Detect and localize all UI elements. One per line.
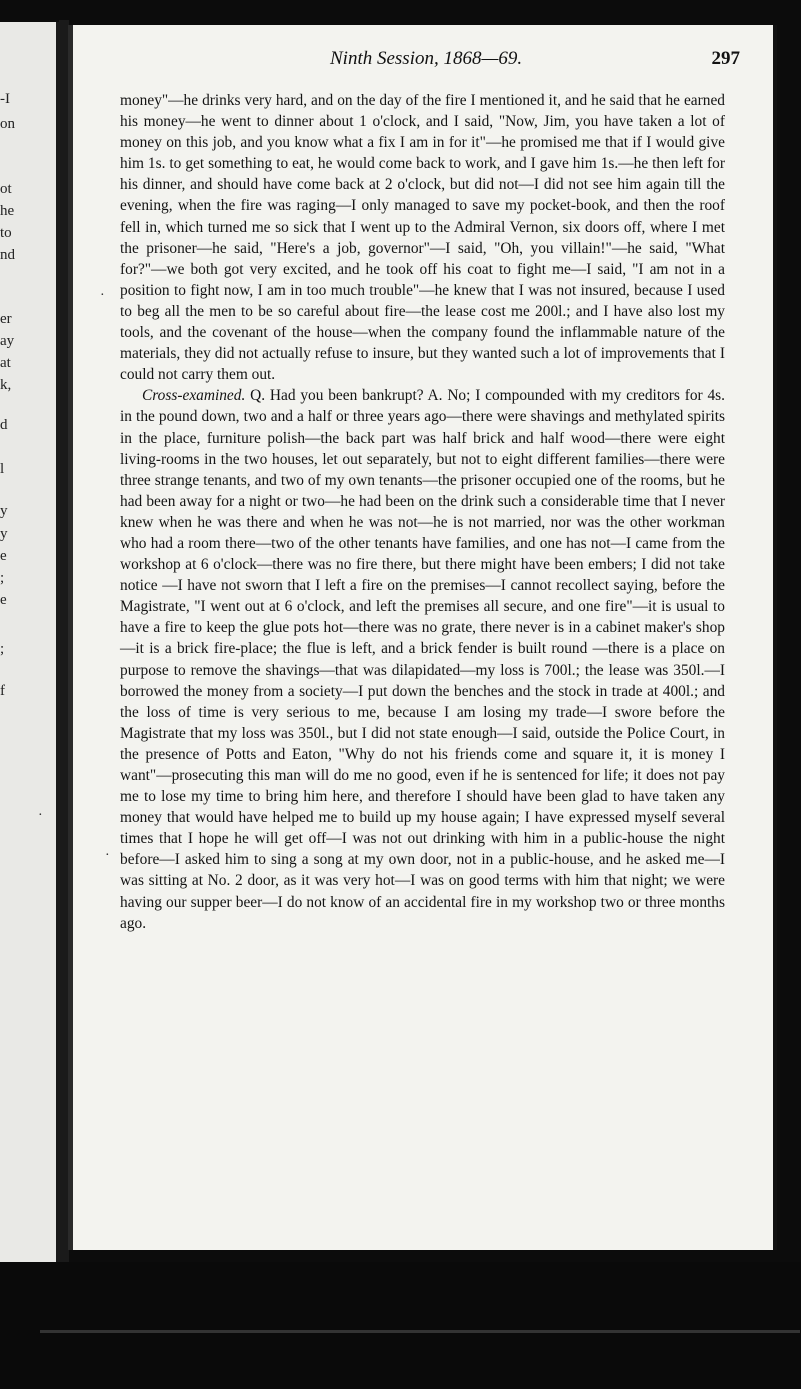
- left-fragment: to: [0, 225, 12, 241]
- margin-dot: ·: [38, 808, 43, 823]
- margin-dot: ·: [100, 288, 105, 303]
- left-fragment: on: [0, 116, 15, 132]
- left-fragment: -I: [0, 91, 10, 107]
- left-fragment: k,: [0, 377, 12, 393]
- margin-dot: ·: [105, 848, 110, 863]
- scanner-edge: [40, 1330, 800, 1333]
- left-fragment: er: [0, 311, 12, 327]
- page-number: 297: [711, 48, 740, 69]
- left-fragment: y: [0, 503, 8, 519]
- left-fragment: e: [0, 548, 7, 564]
- scanner-bed: [0, 1262, 801, 1389]
- left-fragment: y: [0, 526, 8, 542]
- paragraph: [120, 90, 725, 385]
- running-title: Ninth Session, 1868—69.: [330, 48, 523, 69]
- paragraph-text: Q. Had you been bankrupt? A. No; I compounded with my creditors for 4s. in the pound down, two and a half or three years ago—there were shavings and methylated spirits in the place, furniture polish—the back part was half brick and half wood—there were eight living-rooms in the two houses, let out separately, but not to eight different families—there were three strange tenants, and two of my own tenants—the prisoner occupied one of the rooms, but he had been away for a night or two—he had been on the drink such a considerable time that I never knew when he was there and when he was not—he is not married, nor was the other workman who had a room there—two of the other tenants have families, and one has not—I came from the workshop at 6 o'clock—there was no fire there, but there might have been embers; I did not take notice —I have not sworn that I left a fire on the premises—I cannot recollect saying, before the Magistrate, "I went out at 6 o'clock, and left the premises all secure, and one fire"—it is usual to have a fire to keep the glue pots hot—there was no grate, there never is in a cabinet maker's shop —it is a brick fire-place; the flue is left, and a brick fender is built round —there is a place on purpose to remove the shavings—that was dilapidated—my loss is 700l.; the lease was 350l.—I borrowed the money from a society—I put down the benches and the stock in trade at 400l.; and the loss of time is very serious to me, because I am losing my trade—I swore before the Magistrate that my loss was 350l., but I did not state enough—I said, outside the Police Court, in the presence of Potts and Eaton, "Why do not his friends come and square it, it is money I want"—prosecuting this man will do me no good, even if he is sentenced for life; it does not pay me to lose my time to bring him here, and therefore I should have been glad to have taken any money that would have helped me to build up my house again; I have expressed myself several times that I hope he will get off—I was not out drinking with him in a public-house the night before—I asked him to sing a song at my own door, not in a public-house, and he asked me—I was sitting at No. 2 door, as it was very hot—I was on good terms with him that night; we were having our supper beer—I do not know of an accidental fire in my workshop two or three months ago.: [120, 387, 725, 932]
- left-fragment: ;: [0, 570, 5, 586]
- left-fragment: nd: [0, 247, 15, 263]
- paragraph: [120, 385, 725, 933]
- left-fragment: d: [0, 417, 8, 433]
- left-fragment: f: [0, 683, 5, 699]
- paragraph-text: money"—he drinks very hard, and on the day of the fire I mentioned it, and he said that he earned his money—he went to dinner about 1 o'clock, and I said, "Now, Jim, you have taken a lot of money on this job, and you know what a fix I am in for it"—he promised me that if I would give him 1s. to get something to eat, he would come back to work, and I gave him 1s.—he then left for his dinner, and should have come back at 2 o'clock, but did not—I did not see him again till the evening, when the fire was raging—I only managed to save my pocket-book, and then the roof fell in, which turned me so sick that I went up to the Admiral Vernon, six doors off, where I met the prisoner—he said, "Here's a job, governor"—I said, "Oh, you villain!"—he said, "What for?"—we both got very excited, and he took off his coat to fight me—I said, "I am not in a position to fight now, I am in too much trouble"—he knew that I was not insured, because I used to beg all the men to be so careful about fire—the lease cost me 200l.; and I have also lost my tools, and the covenant of the house—when the company found the inflammable nature of the materials, they did not actually refuse to insure, but they wanted such a lot of improvements that I could not carry them out.: [120, 92, 725, 384]
- left-page-edge: [0, 22, 59, 1262]
- left-fragment: he: [0, 203, 15, 219]
- left-fragment: ay: [0, 333, 15, 349]
- left-fragment: at: [0, 355, 11, 371]
- left-fragment: l: [0, 461, 5, 477]
- left-fragment: e: [0, 592, 7, 608]
- page-header: [120, 46, 740, 74]
- speaker-label: Cross-examined.: [142, 387, 246, 405]
- body-text: [120, 90, 725, 934]
- left-fragment: ot: [0, 181, 12, 197]
- left-fragment: ;: [0, 641, 5, 657]
